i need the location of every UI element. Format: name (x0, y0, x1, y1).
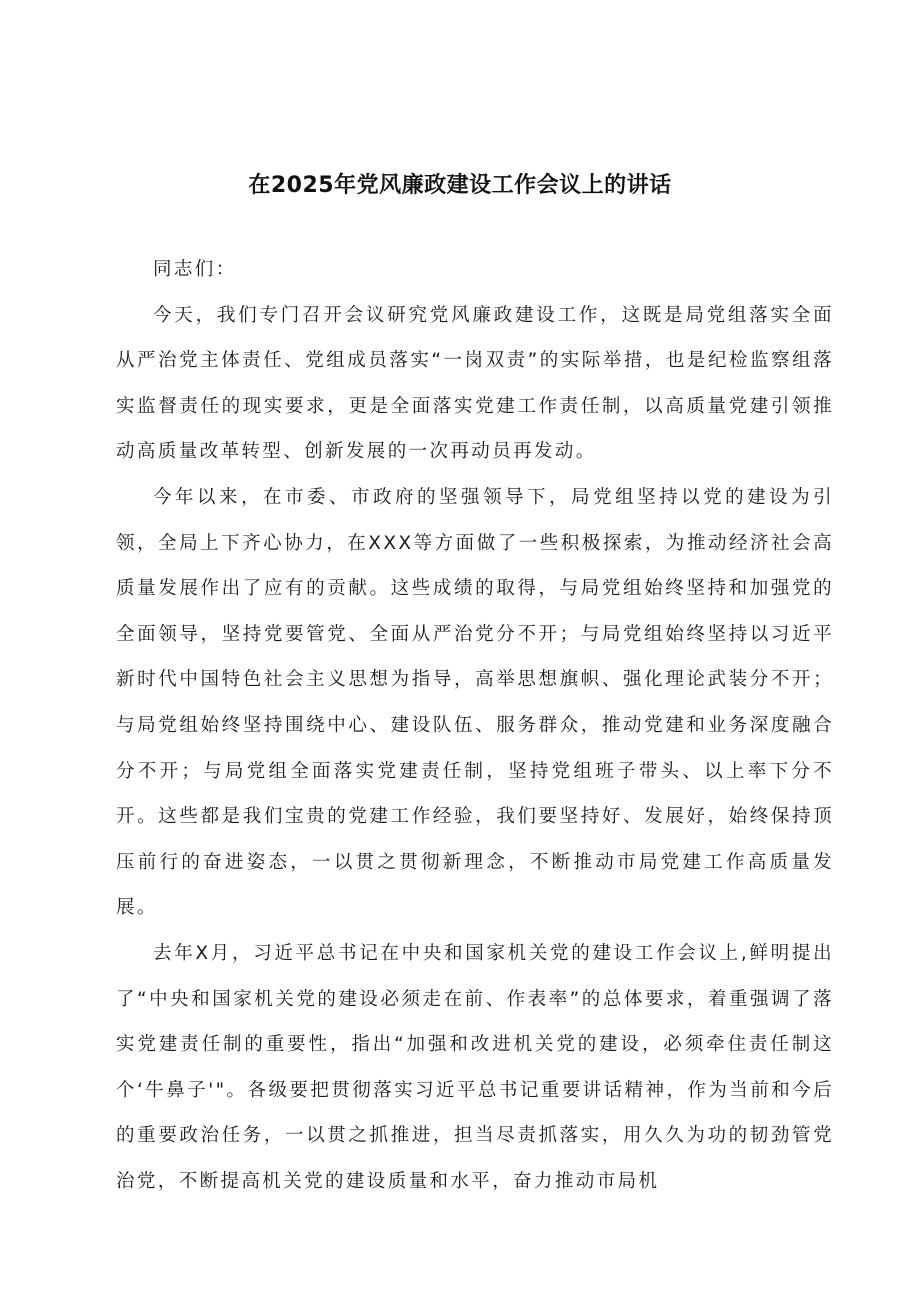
document-body (116, 247, 834, 1204)
paragraph-1: 今天，我们专门召开会议研究党风廉政建设工作，这既是局党组落实全面从严治党主体责任、党组成员落实“一岗双责”的实际举措，也是纪检监察组落实监督责任的现实要求，更是全面落实党建工作责任制，以高质量党建引领推动高质量改革转型、创新发展的一次再动员再发动。 (116, 304, 834, 463)
paragraph-3: 去年X月，习近平总书记在中央和国家机关党的建设工作会议上,鲜明提出了“中央和国家机关党的建设必须走在前、作表率”的总体要求，着重强调了落实党建责任制的重要性，指出“加强和改进机关党的建设，必须牵住责任制这个‘牛鼻子'"。各级要把贯彻落实习近平总书记重要讲话精神，作为当前和今后的重要政治任务，一以贯之抓推进，担当尽责抓落实，用久久为功的韧劲管党治党，不断提高机关党的建设质量和水平，奋力推动市局机 (116, 942, 834, 1192)
salutation: 同志们： (153, 259, 237, 280)
document-title: 在2025年党风廉政建设工作会议上的讲话 (248, 173, 672, 198)
paragraph-2: 今年以来，在市委、市政府的坚强领导下，局党组坚持以党的建设为引领，全局上下齐心协力，在XXX等方面做了一些积极探索，为推动经济社会高质量发展作出了应有的贡献。这些成绩的取得，与局党组始终坚持和加强党的全面领导，坚持党要管党、全面从严治党分不开；与局党组始终坚持以习近平新时代中国特色社会主义思想为指导，高举思想旗帜、强化理论武装分不开；与局党组始终坚持围绕中心、建设队伍、服务群众，推动党建和业务深度融合分不开；与局党组全面落实党建责任制，坚持党组班子带头、以上率下分不开。这些都是我们宝贵的党建工作经验，我们要坚持好、发展好，始终保持顶压前行的奋进姿态，一以贯之贯彻新理念，不断推动市局党建工作高质量发展。 (116, 486, 834, 919)
